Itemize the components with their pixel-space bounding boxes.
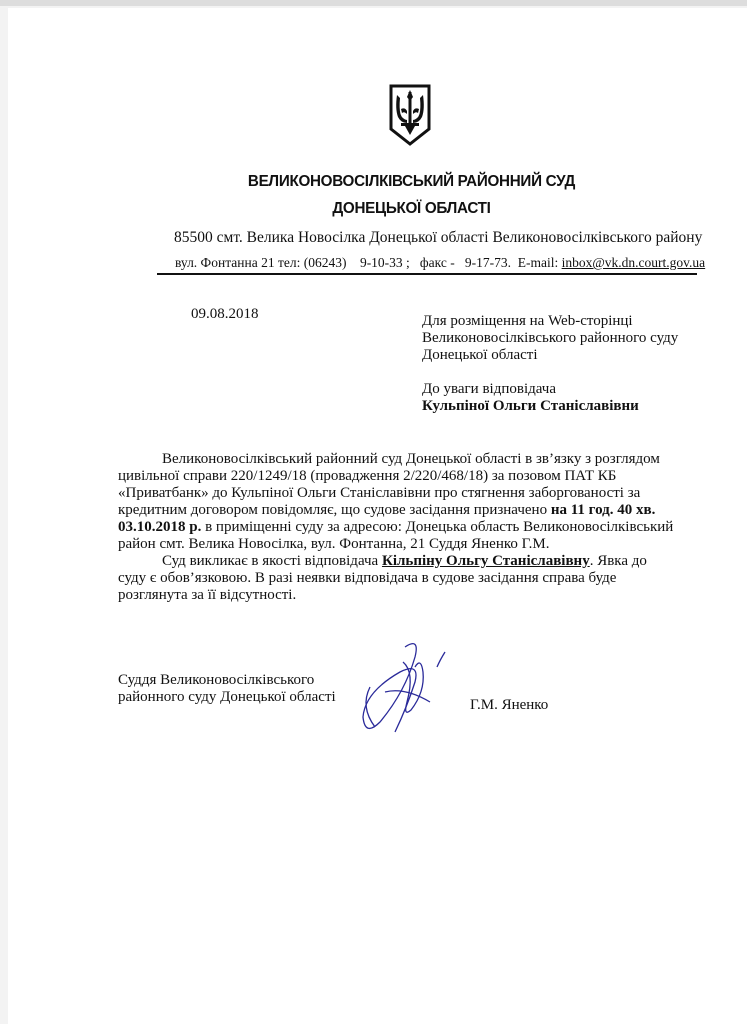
court-contacts (175, 255, 705, 271)
summoned-defendant: Кільпіну Ольгу Станіславівну (381, 553, 590, 569)
ukraine-trident-coat-of-arms-icon (388, 83, 432, 147)
p1-text-end: в приміщенні суду за адресою: Донецька область Великоновосілківський район смт. Велика Новосілка, вул. Фонтанна, 21 Суддя Яненко Г.М. (118, 519, 674, 552)
court-address: 85500 смт. Велика Новосілка Донецької області Великоновосілківського району (174, 229, 703, 246)
p2-text: Суд викликає в якості відповідача (162, 553, 382, 569)
recipient-line3: Донецької області (422, 347, 538, 363)
email-link[interactable]: inbox@vk.dn.court.gov.ua (561, 255, 706, 270)
hearing-datetime: на 11 год. 40 хв. 03.10.2018 р. (118, 502, 656, 535)
court-name-line1: ВЕЛИКОНОВОСІЛКІВСЬКИЙ РАЙОННИЙ СУД (247, 173, 576, 190)
judge-title-line2: районного суду Донецької області (118, 689, 336, 705)
notice-body (118, 451, 674, 604)
handwritten-signature-icon (345, 632, 475, 742)
document-date: 09.08.2018 (191, 306, 259, 322)
recipient-line1: Для розміщення на Web-сторінці (422, 313, 633, 329)
paragraph-2 (118, 553, 674, 604)
recipient-block (422, 313, 678, 415)
defendant-name: Кульпіної Ольги Станіславівни (422, 398, 639, 414)
judge-name: Г.М. Яненко (470, 697, 549, 713)
scan-edge (0, 0, 747, 6)
paragraph-1 (118, 451, 674, 553)
attention-label: До уваги відповідача (422, 381, 557, 397)
court-name-line2: ДОНЕЦЬКОЇ ОБЛАСТІ (332, 200, 491, 217)
recipient-line2: Великоновосілківського районного суду (422, 330, 679, 346)
contact-phone-fax: вул. Фонтанна 21 тел: (06243) 9-10-33 ; факс - 9-17-73. E-mail: (175, 255, 562, 270)
p2-text-end: . Явка до суду є обов’язковою. В разі неявки відповідача в судове засідання справа буде розглянута за її відсутності. (118, 553, 647, 603)
judge-title-line1: Суддя Великоновосілківського (118, 672, 315, 688)
judge-title (118, 672, 336, 706)
p1-text: Великоновосілківський районний суд Донецької області в зв’язку з розглядом цивільної справи 220/1249/18 (провадження 2/220/468/18) за позовом ПАТ КБ «Приватбанк» до Кульпіної Ольги Станіславівни про стягнення заборгованості за кредитним договором повідомляє, що судове засідання призначено (118, 451, 660, 518)
header-divider (157, 273, 697, 275)
